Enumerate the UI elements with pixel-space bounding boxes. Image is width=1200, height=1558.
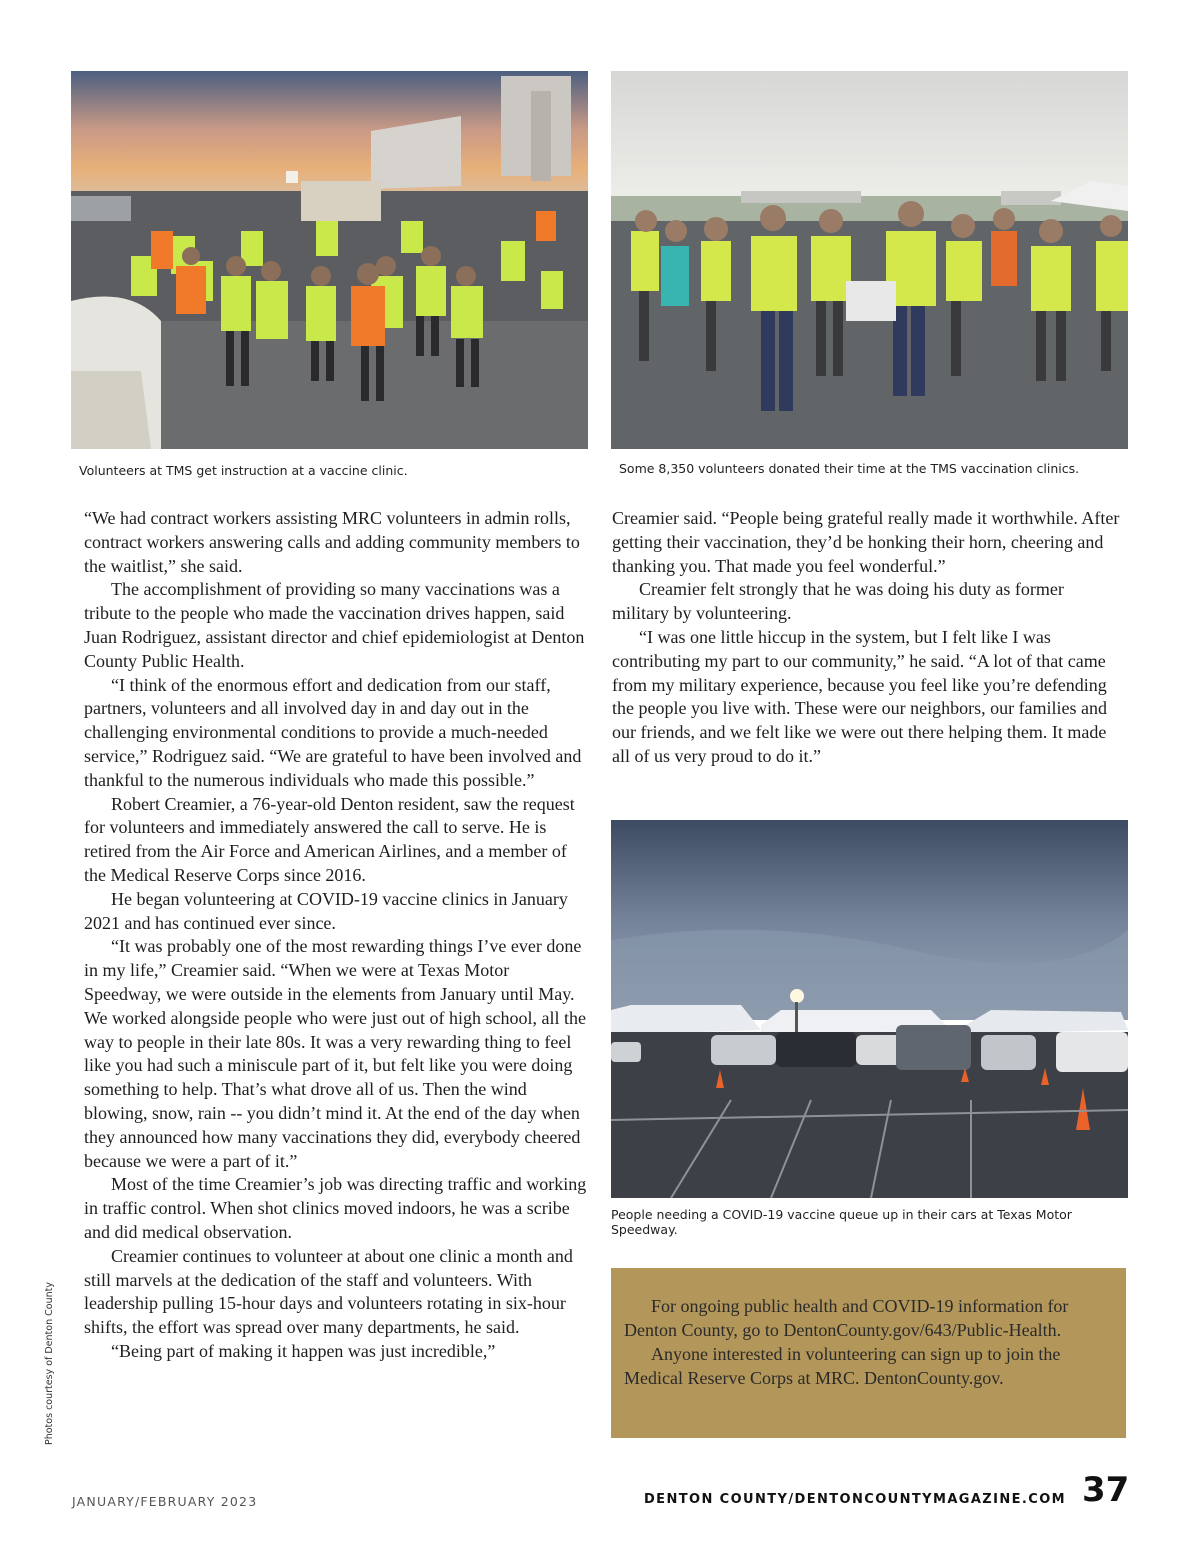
info-box-paragraph: Anyone interested in volunteering can sign up to join the Medical Reserve Corps at MRC. DentonCounty.gov. bbox=[624, 1344, 1061, 1388]
article-paragraph: Robert Creamier, a 76-year-old Denton resident, saw the request for volunteers and immediately answered the call to serve. He is retired from the Air Force and American Airlines, and a member of the Medical Reserve Corps since 2016. bbox=[84, 793, 575, 885]
photo-volunteers-group bbox=[611, 71, 1128, 449]
article-paragraph: “We had contract workers assisting MRC volunteers in admin rolls, contract workers answering calls and adding community members to the waitlist,” she said. bbox=[84, 508, 580, 576]
photo-cars-queue bbox=[611, 820, 1128, 1198]
photo-caption: People needing a COVID-19 vaccine queue up in their cars at Texas Motor Speedway. bbox=[611, 1207, 1072, 1237]
magazine-url: DENTON COUNTY/DENTONCOUNTYMAGAZINE.COM bbox=[643, 1492, 1066, 1507]
article-paragraph: “I was one little hiccup in the system, but I felt like I was contributing my part to our community,” he said. “A lot of that came from my military experience, because you feel like you’re defending the people you live with. These were our neighbors, our families and our friends, and we felt like we were out there helping them. It made all of us very proud to do it.” bbox=[612, 626, 1108, 766]
article-paragraph: Creamier continues to volunteer at about one clinic a month and still marvels at the dedication of the staff and volunteers. With leadership pulling 15-hour days and volunteers rotating in six-hour shifts, the effort was spread over many departments, he said. bbox=[84, 1245, 573, 1338]
article-paragraph: “I think of the enormous effort and dedication from our staff, partners, volunteers and all involved day in and day out in the challenging environmental conditions to provide a much-needed service,” Rodriguez said. “We are grateful to have been involved and thankful to the numerous individuals who made this possible.” bbox=[84, 674, 582, 790]
article-paragraph: “Being part of making it happen was just incredible,” bbox=[111, 1340, 496, 1361]
article-paragraph: Creamier felt strongly that he was doing his duty as former military by volunteering. bbox=[612, 579, 1064, 624]
article-paragraph: “It was probably one of the most rewarding things I’ve ever done in my life,” Creamier said. “When we were at Texas Motor Speedway, we were outside in the elements from January until May. We worked alongside people who were just out of high school, all the way to people in their late 80s. It was a very rewarding thing to feel like you had such a miniscule part of it, but felt like you were doing something to help. That’s what drove all of us. Then the wind blowing, snow, rain -- you didn’t mind it. At the end of the day when they announced how many vaccinations they did, everybody cheered because we were a part of it.” bbox=[84, 936, 586, 1171]
article-paragraph: Creamier said. “People being grateful really made it worthwhile. After getting their vaccination, they’d be honking their horn, cheering and thanking you. That made you feel wonderful.” bbox=[612, 508, 1120, 576]
info-box bbox=[611, 1268, 1126, 1438]
photo-caption: Some 8,350 volunteers donated their time at the TMS vaccination clinics. bbox=[619, 461, 1080, 476]
article-column-left bbox=[84, 507, 588, 1364]
photo-caption: Volunteers at TMS get instruction at a vaccine clinic. bbox=[79, 463, 408, 478]
photo-credit: Photos courtesy of Denton County bbox=[44, 1282, 55, 1445]
article-paragraph: Most of the time Creamier’s job was directing traffic and working in traffic control. When shot clinics moved indoors, he was a scribe and did medical observation. bbox=[84, 1174, 587, 1242]
article-column-right bbox=[612, 507, 1120, 769]
info-box-paragraph: For ongoing public health and COVID-19 information for Denton County, go to DentonCounty.gov/643/Public-Health. bbox=[624, 1296, 1069, 1340]
photo-volunteers-instruction bbox=[71, 71, 588, 449]
article-paragraph: The accomplishment of providing so many vaccinations was a tribute to the people who made the vaccination drives happen, said Juan Rodriguez, assistant director and chief epidemiologist at Denton County Public Health. bbox=[84, 579, 585, 671]
article-paragraph: He began volunteering at COVID-19 vaccine clinics in January 2021 and has continued ever since. bbox=[84, 888, 568, 933]
issue-date: JANUARY/FEBRUARY 2023 bbox=[72, 1494, 258, 1509]
page-number: 37 bbox=[1082, 1470, 1130, 1510]
